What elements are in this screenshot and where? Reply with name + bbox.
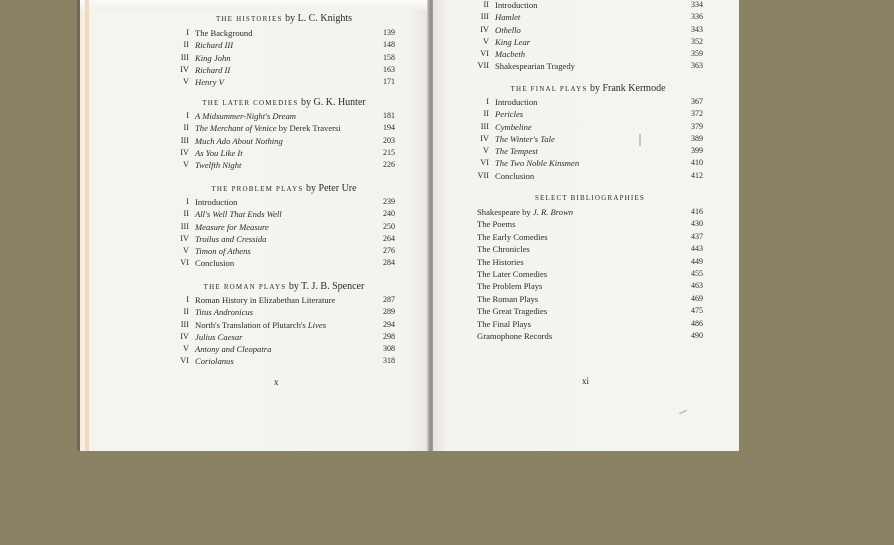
toc-entry (173, 76, 395, 88)
bibliography-title (477, 243, 530, 255)
entry-page: 276 (383, 246, 395, 256)
toc-entry (473, 133, 703, 145)
entry-title-text: As You Like It (195, 147, 243, 158)
entry-number: II (483, 109, 489, 119)
entry-page: 203 (383, 135, 395, 145)
entry-title-text: Macbeth (495, 49, 526, 60)
entry-title (195, 110, 296, 122)
scan-left-edge (77, 0, 80, 451)
toc-entry (173, 245, 395, 257)
toc-entry (173, 331, 395, 343)
heading-author: by Peter Ure (306, 183, 357, 194)
entry-page: 194 (383, 123, 395, 133)
toc-entry (473, 36, 703, 48)
entry-title (495, 133, 555, 145)
bibliography-title-text: Gramophone Records (477, 330, 553, 341)
entry-title (495, 36, 530, 48)
entry-author: by Derek Traversi (276, 123, 341, 134)
section-heading (477, 192, 703, 203)
toc-entry (173, 233, 395, 245)
entry-page: 363 (691, 61, 703, 71)
toc-entry (473, 121, 703, 133)
entry-title (195, 196, 237, 208)
entry-title-text: Introduction (195, 197, 238, 207)
toc-entry (173, 159, 395, 171)
toc-entry (173, 110, 395, 122)
entry-number: III (480, 121, 489, 131)
bibliography-page: 463 (691, 281, 703, 291)
toc-entry (173, 221, 395, 233)
bibliography-title-text: The Later Comedies (477, 268, 548, 279)
entry-title-text: The Tempest (495, 146, 538, 157)
entry-number: IV (180, 64, 189, 74)
entry-page: 294 (383, 319, 395, 329)
entry-number: III (180, 52, 189, 62)
entry-title (195, 64, 230, 76)
entry-number: I (186, 295, 189, 304)
entry-title-text: Richard II (195, 64, 231, 75)
bibliography-title-text: The Great Tragedies (477, 306, 548, 317)
bibliography-entry (477, 231, 703, 243)
entry-number: II (183, 40, 189, 50)
entry-number: VI (480, 158, 489, 168)
bibliography-entry (477, 206, 703, 218)
toc-entry (173, 208, 395, 220)
entry-page: 336 (691, 12, 703, 22)
bibliography-title (477, 305, 547, 317)
entry-title-text: Timon of Athens (195, 246, 251, 257)
toc-entry (473, 60, 703, 72)
entry-title-text: The Winter's Tale (495, 133, 555, 144)
bibliography-page: 449 (691, 256, 703, 266)
entry-title (495, 108, 523, 120)
bibliography-entry (477, 305, 703, 317)
entry-title (495, 0, 537, 11)
bibliography-entry (477, 243, 703, 255)
section-later-comedies (173, 97, 395, 171)
section-histories (173, 13, 395, 88)
entry-title (195, 122, 341, 134)
entry-list (173, 27, 395, 88)
page-edge-tint (85, 0, 89, 451)
right-page (433, 0, 739, 451)
entry-title-italic: Lives (307, 319, 327, 330)
entry-number: I (186, 28, 189, 37)
section-roman-plays (173, 281, 395, 368)
entry-title (195, 39, 233, 51)
bibliography-title (477, 330, 552, 342)
paper-mark (639, 134, 641, 146)
entry-title-text: Pericles (495, 109, 524, 120)
section-heading (473, 83, 703, 94)
heading-author: by L. C. Knights (285, 13, 353, 24)
bibliography-title (477, 206, 573, 218)
toc-entry (173, 196, 395, 208)
entry-title-text: Titus Andronicus (195, 307, 254, 318)
bibliography-page: 490 (691, 330, 703, 340)
entry-number: I (186, 111, 189, 120)
paper-mark (679, 409, 687, 414)
entry-title (495, 145, 538, 157)
entry-page: 148 (383, 40, 395, 50)
entry-title (195, 208, 282, 220)
entry-number: III (480, 12, 489, 22)
entry-page: 250 (383, 221, 395, 231)
entry-page: 412 (691, 170, 703, 180)
entry-page: 308 (383, 344, 395, 354)
entry-title-text: Measure for Measure (195, 221, 269, 232)
bibliography-page: 443 (691, 244, 703, 254)
entry-page: 298 (383, 331, 395, 341)
entry-list (473, 96, 703, 182)
entry-list (473, 0, 703, 73)
entry-title-text: Twelfth Night (195, 160, 242, 171)
entry-list (173, 294, 395, 368)
entry-title (495, 11, 520, 23)
bibliography-page: 486 (691, 318, 703, 328)
entry-number: VI (480, 49, 489, 59)
toc-entry (473, 108, 703, 120)
entry-title-text: The Background (195, 28, 253, 38)
entry-title (195, 159, 241, 171)
entry-number: VI (180, 258, 189, 268)
heading-caps: THE ROMAN PLAYS (203, 283, 287, 291)
heading-caps: THE FINAL PLAYS (510, 85, 588, 93)
entry-number: I (186, 197, 189, 206)
toc-entry (173, 257, 395, 269)
bibliography-entry (477, 218, 703, 230)
entry-title (495, 60, 575, 72)
entry-title-text: Shakespearian Tragedy (495, 61, 575, 72)
bibliography-title-text: The Chronicles (477, 244, 530, 255)
entry-title (195, 331, 243, 343)
bibliography-title (477, 280, 542, 292)
bibliography-list (477, 206, 703, 342)
entry-page: 410 (691, 158, 703, 168)
entry-title-text: All's Well That Ends Well (195, 209, 282, 220)
entry-title (195, 355, 234, 367)
entry-number: III (180, 319, 189, 329)
entry-page: 226 (383, 160, 395, 170)
toc-entry (473, 145, 703, 157)
bibliography-entry (477, 268, 703, 280)
heading-author: by G. K. Hunter (301, 97, 366, 108)
entry-page: 352 (691, 36, 703, 46)
entry-page: 367 (691, 97, 703, 106)
entry-page: 334 (691, 0, 703, 9)
entry-number: III (180, 221, 189, 231)
toc-entry (173, 319, 395, 331)
section-final-plays (473, 83, 703, 182)
entry-page: 389 (691, 133, 703, 143)
entry-title-text: The Merchant of Venice (195, 123, 277, 134)
entry-title (495, 48, 525, 60)
entry-title (195, 52, 231, 64)
toc-entry (173, 52, 395, 64)
bibliography-entry (477, 330, 703, 342)
bibliography-title-text: Shakespeare by (477, 207, 533, 217)
toc-entry (173, 135, 395, 147)
toc-entry (473, 24, 703, 36)
entry-number: III (180, 135, 189, 145)
entry-title (495, 170, 534, 182)
entry-page: 240 (383, 209, 395, 219)
bibliography-page: 430 (691, 219, 703, 229)
entry-page: 359 (691, 49, 703, 59)
toc-entry (173, 27, 395, 39)
section-heading (173, 281, 395, 292)
entry-page: 171 (383, 77, 395, 87)
entry-title (195, 343, 271, 355)
entry-title-text: Hamlet (495, 12, 521, 23)
heading-author: by T. J. B. Spencer (288, 281, 365, 292)
bibliography-page: 469 (691, 293, 703, 303)
entry-number: II (183, 209, 189, 219)
entry-number: I (486, 97, 489, 106)
entry-title (195, 319, 326, 331)
entry-title-text: Much Ado About Nothing (195, 135, 283, 146)
entry-title (195, 233, 266, 245)
toc-entry (473, 48, 703, 60)
entry-title-text: North's Translation of Plutarch's (195, 319, 308, 330)
entry-number: VI (180, 356, 189, 366)
entry-title (195, 221, 269, 233)
toc-entry (173, 64, 395, 76)
entry-page: 287 (383, 295, 395, 304)
bibliography-title-text: The Final Plays (477, 318, 531, 329)
entry-number: IV (180, 233, 189, 243)
entry-title (495, 96, 537, 108)
bibliography-author: J. R. Brown (532, 207, 574, 217)
heading-caps: THE HISTORIES (215, 15, 283, 23)
bibliography-title (477, 318, 531, 330)
bibliography-title (477, 256, 524, 268)
entry-number: II (483, 0, 489, 9)
entry-title-text: Conclusion (495, 170, 535, 181)
toc-entry (173, 39, 395, 51)
entry-title-text: Richard III (195, 40, 234, 51)
toc-entry (173, 122, 395, 134)
entry-title (195, 27, 253, 39)
entry-page: 399 (691, 146, 703, 156)
entry-page: 372 (691, 109, 703, 119)
bibliography-title-text: The Histories (477, 256, 524, 267)
entry-title (195, 294, 335, 306)
bibliography-page: 437 (691, 231, 703, 241)
entry-title (195, 245, 251, 257)
entry-number: IV (180, 147, 189, 157)
bibliography-title-text: The Problem Plays (477, 281, 543, 292)
toc-entry (173, 306, 395, 318)
bibliography-title-text: The Poems (477, 219, 516, 230)
entry-number: V (483, 36, 489, 46)
heading-caps: THE LATER COMEDIES (202, 99, 299, 107)
entry-title-text: A Midsummer-Night's Dream (195, 111, 296, 121)
section-bibliographies (477, 192, 703, 342)
entry-title (495, 121, 532, 133)
section-great-tragedies-continued (473, 0, 703, 73)
toc-entry (473, 170, 703, 182)
entry-number: V (183, 246, 189, 256)
toc-entry (473, 96, 703, 108)
entry-title-text: Introduction (495, 97, 538, 107)
bibliography-title (477, 231, 548, 243)
heading-caps: SELECT BIBLIOGRAPHIES (534, 194, 646, 202)
entry-page: 318 (383, 356, 395, 366)
page-top-shading (77, 0, 429, 10)
toc-entry (173, 343, 395, 355)
page-number-right: xi (582, 376, 590, 386)
bibliography-entry (477, 293, 703, 305)
entry-number: V (183, 160, 189, 170)
toc-entry (473, 157, 703, 169)
entry-title (195, 306, 253, 318)
entry-number: IV (480, 133, 489, 143)
entry-page: 181 (383, 111, 395, 120)
entry-title-text: The Two Noble Kinsmen (495, 158, 580, 169)
entry-page: 215 (383, 147, 395, 157)
heading-caps: THE PROBLEM PLAYS (211, 185, 304, 193)
entry-title (495, 24, 521, 36)
entry-page: 343 (691, 24, 703, 34)
entry-page: 163 (383, 64, 395, 74)
entry-list (173, 110, 395, 171)
entry-title-text: Conclusion (195, 258, 235, 269)
toc-entry (473, 11, 703, 23)
entry-title-text: Roman History in Elizabethan Literature (195, 295, 336, 305)
book-scan (77, 0, 739, 451)
bibliography-title-text: The Early Comedies (477, 231, 548, 242)
bibliography-entry (477, 318, 703, 330)
bibliography-entry (477, 256, 703, 268)
entry-title-text: Introduction (495, 0, 538, 10)
left-page (77, 0, 429, 451)
entry-title (195, 135, 283, 147)
toc-entry (173, 147, 395, 159)
entry-page: 239 (383, 197, 395, 206)
entry-title (195, 147, 243, 159)
entry-title-text: Henry V (195, 77, 224, 88)
entry-number: VII (477, 170, 489, 180)
entry-number: II (183, 307, 189, 317)
entry-title (195, 257, 234, 269)
entry-title-text: Troilus and Cressida (195, 233, 267, 244)
entry-title-text: Coriolanus (195, 356, 234, 367)
entry-title-text: Antony and Cleopatra (195, 344, 272, 355)
entry-page: 158 (383, 52, 395, 62)
section-heading (173, 183, 395, 194)
heading-author: by Frank Kermode (589, 83, 666, 94)
entry-title-text: King Lear (495, 36, 531, 47)
section-problem-plays (173, 183, 395, 270)
bibliography-title (477, 218, 515, 230)
page-number-left: x (274, 377, 279, 387)
bibliography-page: 416 (691, 207, 703, 216)
bibliography-title (477, 268, 547, 280)
entry-page: 289 (383, 307, 395, 317)
entry-page: 264 (383, 233, 395, 243)
toc-entry (173, 294, 395, 306)
entry-title-text: Cymbeline (495, 121, 532, 132)
entry-number: V (183, 344, 189, 354)
bibliography-title-text: The Roman Plays (477, 293, 539, 304)
entry-title (495, 157, 579, 169)
bibliography-title (477, 293, 538, 305)
bibliography-entry (477, 280, 703, 292)
entry-number: V (183, 77, 189, 87)
entry-title-text: Julius Caesar (195, 331, 243, 342)
entry-page: 284 (383, 258, 395, 268)
bibliography-page: 475 (691, 306, 703, 316)
toc-entry (173, 355, 395, 367)
entry-title (195, 76, 224, 88)
entry-title-text: Othello (495, 24, 521, 35)
section-heading (173, 97, 395, 108)
entry-title-text: King John (195, 52, 231, 63)
entry-number: IV (480, 24, 489, 34)
entry-number: II (183, 123, 189, 133)
bibliography-page: 455 (691, 268, 703, 278)
entry-page: 139 (383, 28, 395, 37)
section-heading (173, 13, 395, 24)
entry-list (173, 196, 395, 270)
entry-number: V (483, 146, 489, 156)
toc-entry (473, 0, 703, 11)
entry-number: VII (477, 61, 489, 71)
entry-page: 379 (691, 121, 703, 131)
entry-number: IV (180, 331, 189, 341)
